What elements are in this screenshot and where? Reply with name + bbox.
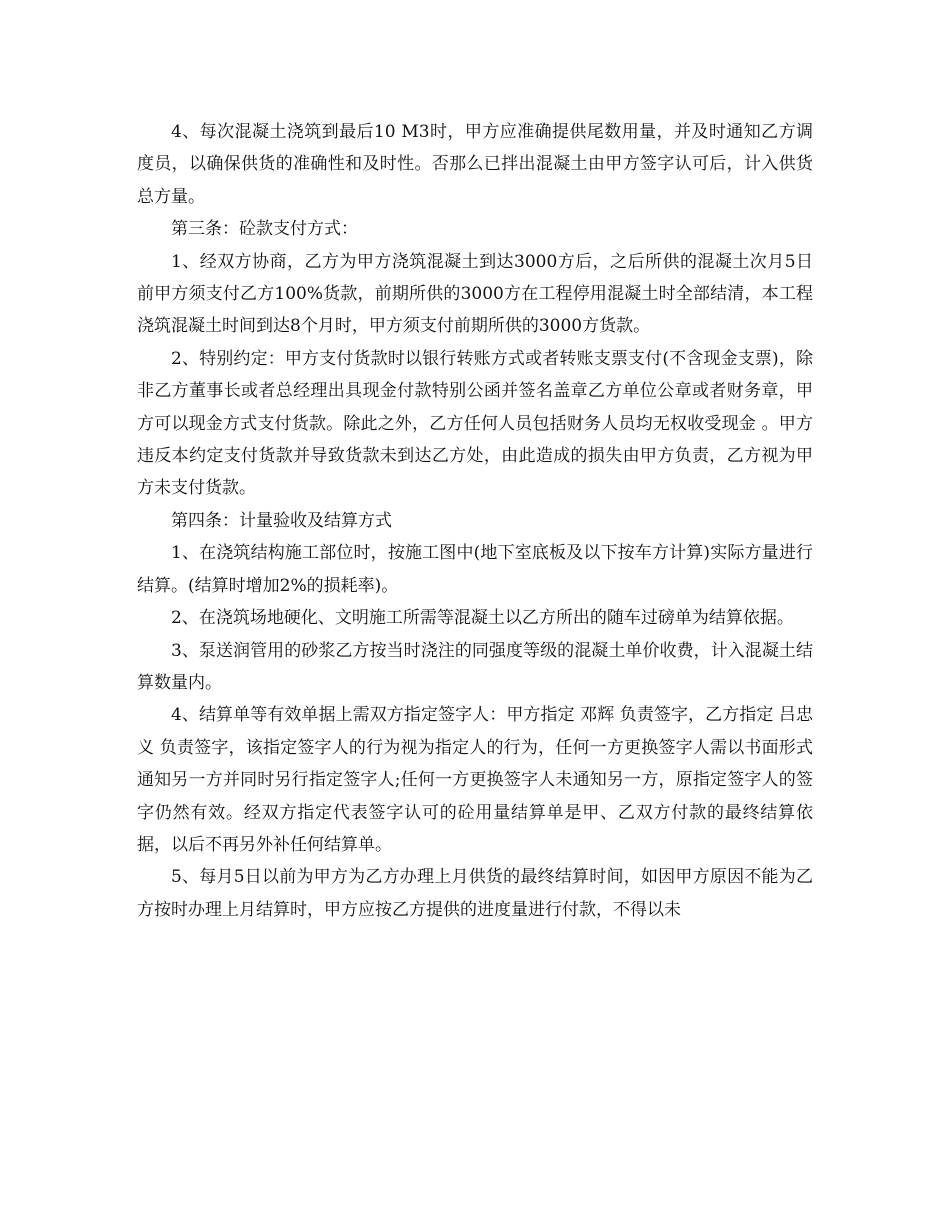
paragraph-delivery-tail-volume: 4、每次混凝土浇筑到最后10 M3时，甲方应准确提供尾数用量，并及时通知乙方调度员，以确保供货的准确性和及时性。否那么已拌出混凝土由甲方签字认可后，计入供货总方量。 [137, 122, 813, 207]
section-heading-payment-method: 第三条：砼款支付方式： [171, 219, 358, 240]
paragraph-monthly-settlement: 5、每月5日以前为甲方为乙方办理上月供货的最终结算时间，如因甲方原因不能为乙方按时办理上月结算时，甲方应按乙方提供的进度量进行付款，不得以未 [137, 867, 813, 920]
paragraph-structure-settlement: 1、在浇筑结构施工部位时，按施工图中(地下室底板及以下按车方计算)实际方量进行结算。(结算时增加2%的损耗率)。 [137, 543, 813, 596]
paragraph-payment-schedule: 1、经双方协商，乙方为甲方浇筑混凝土到达3000方后，之后所供的混凝土次月5日前甲方须支付乙方100%货款，前期所供的3000方在工程停用混凝土时全部结清，本工程浇筑混凝土时间到达8个月时，甲方须支付前期所供的3000方货款。 [137, 251, 813, 337]
paragraph-site-hardening-settlement: 2、在浇筑场地硬化、文明施工所需等混凝土以乙方所出的随车过磅单为结算依据。 [171, 608, 794, 629]
paragraph-pump-mortar: 3、泵送润管用的砂浆乙方按当时浇注的同强度等级的混凝土单价收费，计入混凝土结算数量内。 [137, 640, 813, 693]
section-heading-measurement-settlement: 第四条：计量验收及结算方式 [171, 510, 392, 531]
paragraph-special-agreement: 2、特别约定：甲方支付货款时以银行转账方式或者转账支票支付(不含现金支票)，除非乙方董事长或者总经理出具现金付款特别公函并签名盖章乙方单位公章或者财务章，甲方可以现金方式支付货款。除此之外，乙方任何人员包括财务人员均无权收受现金 。甲方违反本约定支付货款并导致货款未到达乙方处，由此造成的损失由甲方负责，乙方视为甲方未支付货款。 [137, 348, 813, 499]
document-body [137, 116, 813, 926]
paragraph-designated-signers: 4、结算单等有效单据上需双方指定签字人：甲方指定 邓辉 负责签字，乙方指定 吕忠义 负责签字，该指定签字人的行为视为指定人的行为，任何一方更换签字人需以书面形式通知另一方并同时另行指定签字人;任何一方更换签字人未通知另一方，原指定签字人的签字仍然有效。经双方指定代表签字认可的砼用量结算单是甲、乙双方付款的最终结算依据，以后不再另外补任何结算单。 [137, 705, 813, 855]
